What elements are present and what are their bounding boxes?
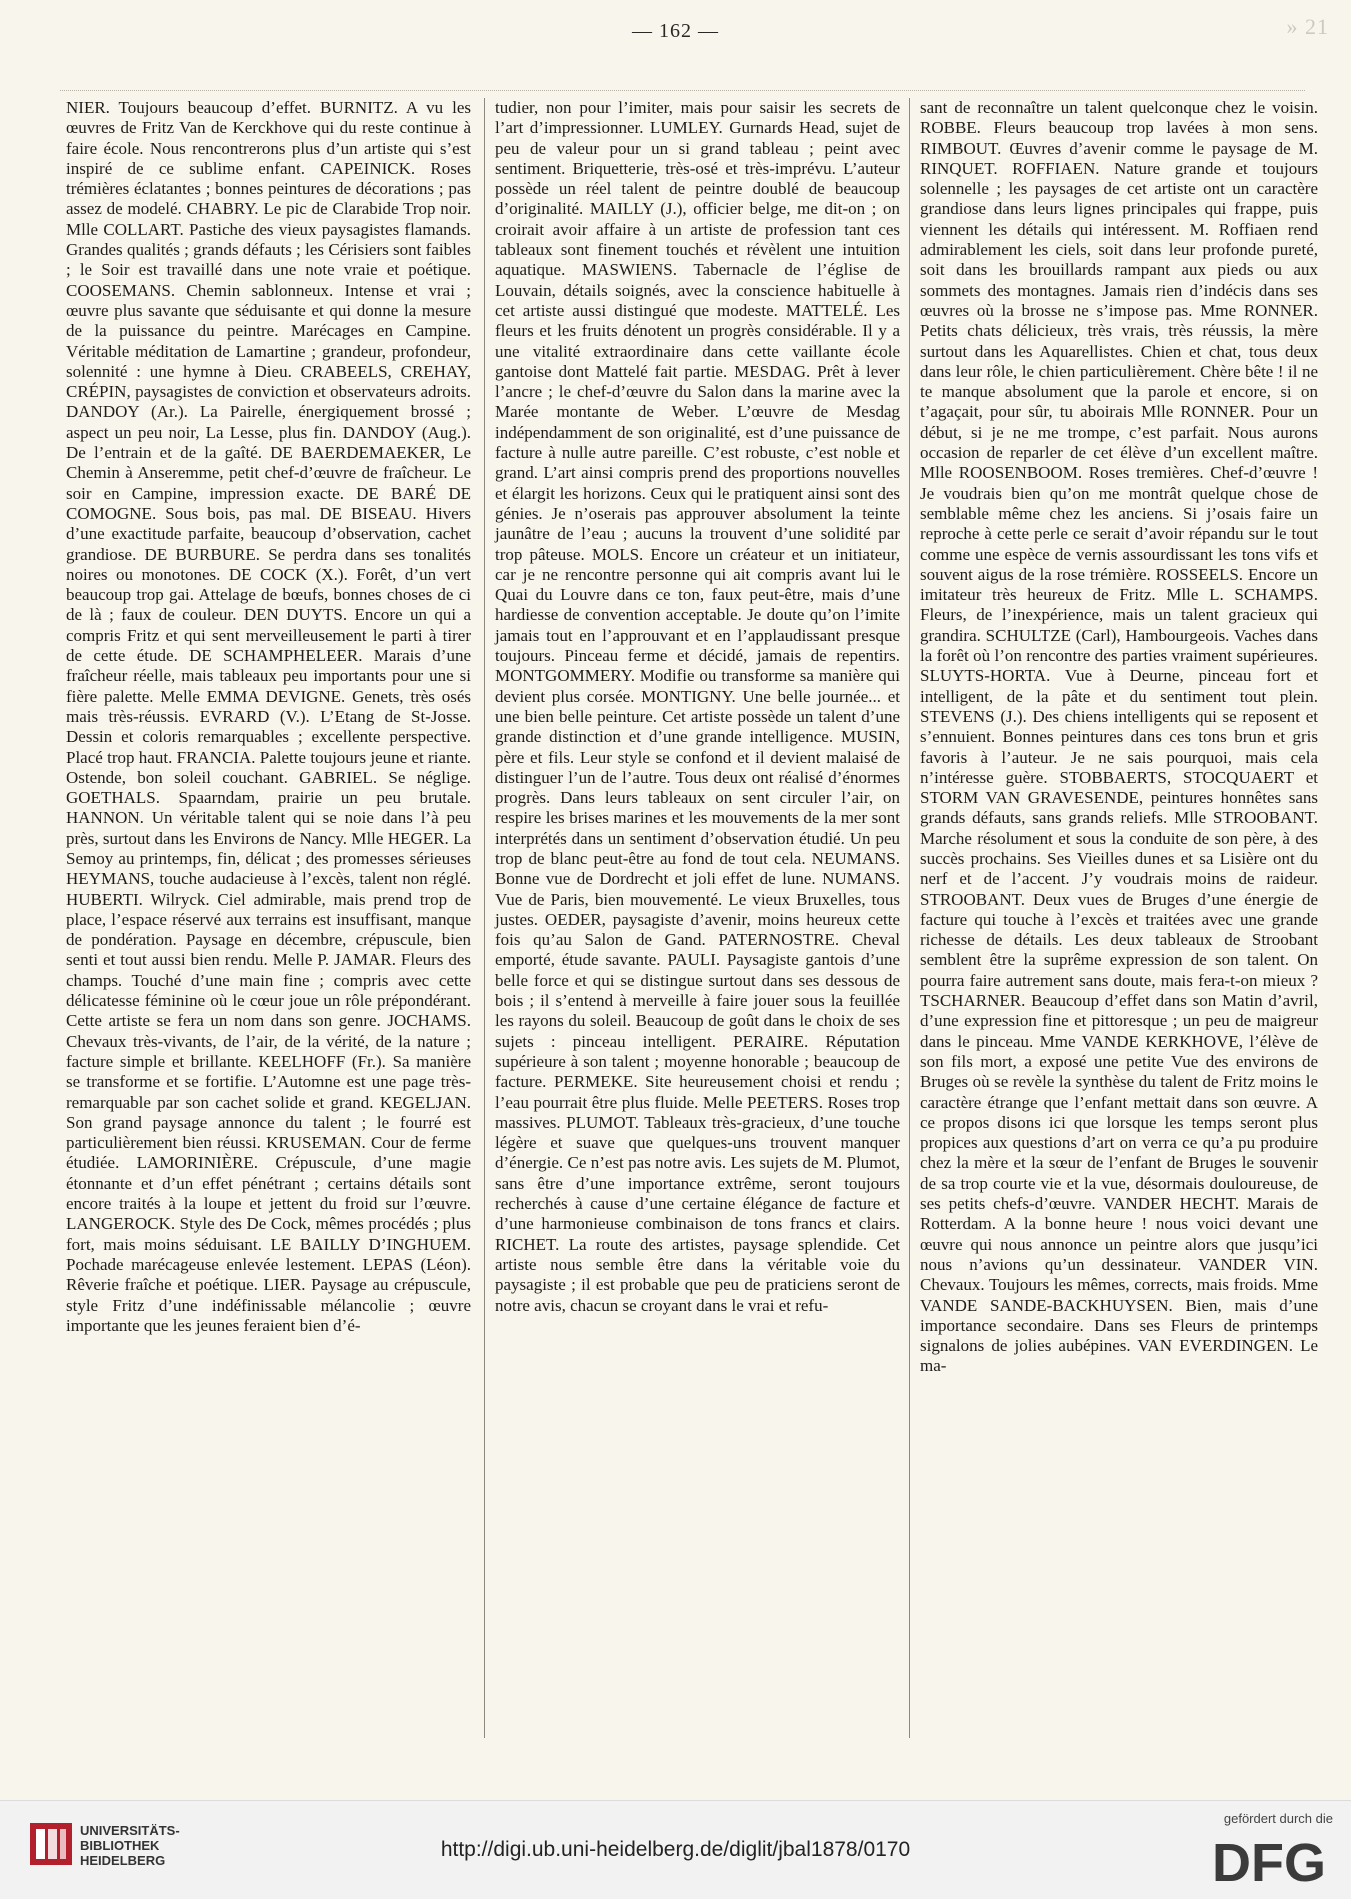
column-divider [484, 98, 485, 1738]
column-text: sant de reconnaître un talent quelconque chez le voisin. ROBBE. Fleurs beaucoup trop lavées à mon sens. RIMBOUT. Œuvres d’avenir comme le paysage de M. RINQUET. ROFFIAEN. Nature grande et toujours solennelle ; les paysages de cet artiste ont un caractère grandiose dans leurs lignes principales qui frappe, puis viennent les détails qui intéressent. M. Roffiaen rend admirablement les ciels, soit dans leur profonde pureté, soit dans les brouillards rampant aux pieds ou aux sommets des montagnes. Jamais rien d’indécis dans ses œuvres où la brosse ne s’impose pas. Mme RONNER. Petits chats délicieux, très vrais, très réussis, la mère surtout dans les Aquarellistes. Chien et chat, tous deux dans leur rôle, le chien particulièrement. Chère bête ! il ne te manque absolument que la parole et encore, si on t’agaçait, pour sûr, tu aboirais Mlle RONNER. Pour un début, si je ne me trompe, c’est parfait. Nous aurons occasion de reparler de cet élève d’un excellent maître. Mlle ROOSENBOOM. Roses tremières. Chef-d’œuvre ! Je voudrais bien qu’on me montrât quelque chose de semblable même chez les anciens. Si j’osais faire un reproche à cette perle ce serait d’avoir répandu sur le tout comme une espèce de vernis assourdissant les tons vifs et souvent aigus de la rose trémière. ROSSEELS. Encore un imitateur très heureux de Fritz. Mlle L. SCHAMPS. Fleurs, de l’inexpérience, mais un talent gracieux qui grandira. SCHULTZE (Carl), Hambourgeois. Vaches dans la forêt où l’on rencontre des parties vraiment supérieures. SLUYTS-HORTA. Vue à Deurne, pinceau fort et intelligent, de la pâte et du sentiment tout plein. STEVENS (J.). Des chiens intelligents qui se reposent et s’ennuient. Bonnes peintures dans ces tons brun et gris favoris à l’auteur. Je ne sais pourquoi, mais cela n’intéresse guère. STOBBAERTS, STOCQUAERT et STORM VAN GRAVESENDE, peintures honnêtes sans grands défauts, sans grands reliefs. Mlle STROOBANT. Marche résolument et sous la conduite de son père, à des succès prochains. Ses Vieilles dunes et sa Lisière ont du nerf et de l’accent. J’y voudrais moins de raideur. STROOBANT. Deux vues de Bruges d’une énergie de facture qui touche à l’excès et traitées avec une grande richesse de détails. Les deux tableaux de Stroobant semblent être la suprême expression de son talent. On pourra faire autrement sans doute, mais fera-t-on mieux ? TSCHARNER. Beaucoup d’effet dans son Matin d’avril, d’une expression fine et pittoresque ; un peu de maigreur dans le pinceau. Mme VANDE KERKHOVE, l’élève de son fils mort, a exposé une petite Vue des environs de Bruges où se revèle la synthèse du talent de Fritz moins le caractère étrange que l’enfant mettait dans son œuvre. A ce propos disons ici que lorsque les temps seront plus propices aux questions d’art on verra ce qu’a pu produire chez la mère et la sœur de l’enfant de Bruges le souvenir de sa trop courte vie et la vue, désormais douloureuse, de ses petits chefs-d’œuvre. VANDER HECHT. Marais de Rotterdam. A la bonne heure ! nous voici devant une œuvre qui nous annonce un peintre alors que jusqu’ici nous n’avions qu’un dessinateur. VANDER VIN. Chevaux. Toujours les mêmes, corrects, mais froids. Mme VANDE SANDE-BACKHUYSEN. Bien, mais d’une importance secondaire. Dans ses Fleurs de printemps signalons de jolies aubépines. VAN EVERDINGEN. Le ma- [920, 98, 1318, 1376]
text-column-2 [495, 98, 900, 1316]
column-divider [909, 98, 910, 1738]
page-number: — 162 — [632, 20, 719, 42]
library-name-line: BIBLIOTHEK [80, 1838, 160, 1853]
permalink-url[interactable]: http://digi.ub.uni-heidelberg.de/diglit/jbal1878/0170 [440, 1838, 911, 1861]
header-corner-text: » 21 [1286, 14, 1329, 39]
column-text: NIER. Toujours beaucoup d’effet. BURNITZ. A vu les œuvres de Fritz Van de Kerckhove qui du reste continue à faire école. Nous rencontrerons plus d’un artiste qui s’est inspiré de ce sublime enfant. CAPEINICK. Roses trémières éclatantes ; bonnes peintures de décorations ; pas assez de modelé. CHABRY. Le pic de Clarabide Trop noir. Mlle COLLART. Pastiche des vieux paysagistes flamands. Grandes qualités ; grands défauts ; les Cérisiers sont faibles ; le Soir est travaillé dans une note vraie et poétique. COOSEMANS. Chemin sablonneux. Intense et vrai ; œuvre plus savante que séduisante et qui donne la mesure de la puissance du peintre. Marécages en Campine. Véritable méditation de Lamartine ; grandeur, profondeur, solennité : une hymne à Dieu. CRABEELS, CREHAY, CRÉPIN, paysagistes de conviction et observateurs adroits. DANDOY (Ar.). La Pairelle, énergiquement brossé ; aspect un peu noir, La Lesse, plus fin. DANDOY (Aug.). De l’entrain et de la gaîté. DE BAERDEMAEKER, Le Chemin à Anseremme, petit chef-d’œuvre de fraîcheur. Le soir en Campine, impression exacte. DE BARÉ DE COMOGNE. Sous bois, pas mal. DE BISEAU. Hivers d’une exactitude parfaite, beaucoup d’observation, cachet grandiose. DE BURBURE. Se perdra dans ses tonalités noires ou monotones. DE COCK (X.). Forêt, d’un vert beaucoup trop gai. Attelage de bœufs, bonnes choses de ci de là ; faux de couleur. DEN DUYTS. Encore un qui a compris Fritz et qui sent merveilleusement le parti à tirer de cette étude. DE SCHAMPHELEER. Marais d’une fraîcheur réelle, mais tableaux peu importants pour une si fière palette. Melle EMMA DEVIGNE. Genets, très osés mais très-réussis. EVRARD (V.). L’Etang de St-Josse. Dessin et coloris remarquables ; excellente perspective. Placé trop haut. FRANCIA. Palette toujours jeune et riante. Ostende, bon soleil couchant. GABRIEL. Se néglige. GOETHALS. Spaarndam, prairie un peu brutale. HANNON. Un véritable talent qui se noie dans l’à peu près, surtout dans les Environs de Nancy. Mlle HEGER. La Semoy au printemps, fin, délicat ; des promesses sérieuses HEYMANS, touche audacieuse à l’excès, talent non réglé. HUBERTI. Wilryck. Ciel admirable, mais prend trop de place, l’espace réservé aux terrains est insuffisant, manque de pondération. Paysage en décembre, crépuscule, bien senti et tout aussi bien rendu. Melle P. JAMAR. Fleurs des champs. Touché d’une main fine ; compris avec cette délicatesse féminine où le cœur joue un rôle prépondérant. Cette artiste se fera un nom dans son genre. JOCHAMS. Chevaux très-vivants, de l’air, de la vérité, de la nature ; facture simple et brillante. KEELHOFF (Fr.). Sa manière se transforme et se fortifie. L’Automne est une page très-remarquable par son cachet solide et grand. KEGELJAN. Son grand paysage annonce du talent ; le fourré est particulièrement bien réussi. KRUSEMAN. Cour de ferme étudiée. LAMORINIÈRE. Crépuscule, d’une magie étonnante et d’un effet pénétrant ; certains détails sont encore traités à la loupe et jettent du froid sur l’œuvre. LANGEROCK. Style des De Cock, mêmes procédés ; plus fort, mais moins séduisant. LE BAILLY D’INGHUEM. Pochade marécageuse enlevée lestement. LEPAS (Léon). Rêverie fraîche et poétique. LIER. Paysage au crépuscule, style Fritz d’une indéfinissable mélancolie ; œuvre importante que les jeunes feraient bien d’é- [66, 98, 471, 1335]
sponsor-caption: gefördert durch die [1223, 1811, 1333, 1826]
text-column-3 [920, 98, 1318, 1377]
text-column-1 [66, 98, 471, 1336]
library-name-line: HEIDELBERG [80, 1853, 166, 1868]
library-name-line: UNIVERSITÄTS- [80, 1823, 180, 1838]
column-text: tudier, non pour l’imiter, mais pour saisir les secrets de l’art d’impressionner. LUMLEY. Gurnards Head, sujet de peu de valeur pour un si grand tableau ; peint avec sentiment. Briquetterie, très-osé et très-imprévu. L’auteur possède un réel talent de peintre doublé de beaucoup d’originalité. MAILLY (J.), officier belge, me dit-on ; on croirait avoir affaire à un artiste de profession tant ces tableaux sont finement touchés et révèlent une intuition aquatique. MASWIENS. Tabernacle de l’église de Louvain, détails soignés, avec la conscience habituelle à cet artiste aussi distingué que modeste. MATTELÉ. Les fleurs et les fruits dénotent un progrès considérable. Il y a une vitalité extraordinaire dans cette vaillante école gantoise dont Mattelé fait partie. MESDAG. Prêt à lever l’ancre ; le chef-d’œuvre du Salon dans la marine avec la Marée montante de Weber. L’œuvre de Mesdag indépendamment de son originalité, est d’une puissance de facture à nulle autre pareille. C’est robuste, c’est noble et grand. L’art ainsi compris prend des proportions nouvelles et élargit les horizons. Ceux qui le pratiquent ainsi sont des génies. Je n’oserais pas approuver absolument la teinte jaunâtre de l’eau ; aucuns la trouvent d’une solidité par trop pâteuse. MOLS. Encore un créateur et un initiateur, car je ne rencontre personne qui ait compris avant lui le Quai du Louvre dans ce ton, faux peut-être, mais d’une hardiesse de convention acceptable. Je doute qu’on l’imite jamais tout en l’approuvant et en l’applaudissant presque toujours. Pinceau ferme et décidé, jamais de repentirs. MONTGOMMERY. Modifie ou transforme sa manière qui devient plus corsée. MONTIGNY. Une belle journée... et une bien belle peinture. Cet artiste possède un talent d’une grande distinction et d’une grande intelligence. MUSIN, père et fils. Leur style se confond et il devient malaisé de distinguer l’un de l’autre. Tous deux ont réalisé d’énormes progrès. Dans leurs tableaux on sent circuler l’air, on respire les brises marines et les mouvements de la mer sont interprétés dans un sentiment d’observation étudié. Un peu trop de blanc peut-être au fond de tout cela. NEUMANS. Bonne vue de Dordrecht et joli effet de lune. NUMANS. Vue de Paris, bien mouvementé. Le vieux Bruxelles, tous justes. OEDER, paysagiste d’avenir, moins heureux cette fois qu’au Salon de Gand. PATERNOSTRE. Cheval emporté, étude savante. PAULI. Paysagiste gantois d’une belle force et qui se distingue surtout dans ses dessous de bois ; il s’entend à merveille à faire jouer sous la feuillée les rayons du soleil. Beaucoup de goût dans le choix de ses sujets : pinceau intelligent. PERAIRE. Réputation supérieure à son talent ; moyenne honorable ; beaucoup de facture. PERMEKE. Site heureusement choisi et rendu ; l’eau pourrait être plus fluide. Melle PEETERS. Roses trop massives. PLUMOT. Tableaux très-gracieux, d’une touche légère et suave que quelques-uns trouvent manquer d’énergie. Ce n’est pas notre avis. Les sujets de M. Plumot, sans être d’une importance extrême, seront toujours recherchés à cause d’une certaine élégance de facture et d’une harmonieuse combinaison de tons francs et clairs. RICHET. La route des artistes, paysage splendide. Cet artiste nous semble être dans la véritable voie du paysagiste ; il est probable que peu de praticiens seront de notre avis, chacun se croyant dans le vrai et refu- [495, 98, 900, 1315]
header-rule [60, 90, 1305, 91]
dfg-logo-icon[interactable] [1209, 1831, 1329, 1889]
dfg-logo-text: DFG [1212, 1833, 1326, 1889]
viewer-footer [0, 1800, 1351, 1899]
